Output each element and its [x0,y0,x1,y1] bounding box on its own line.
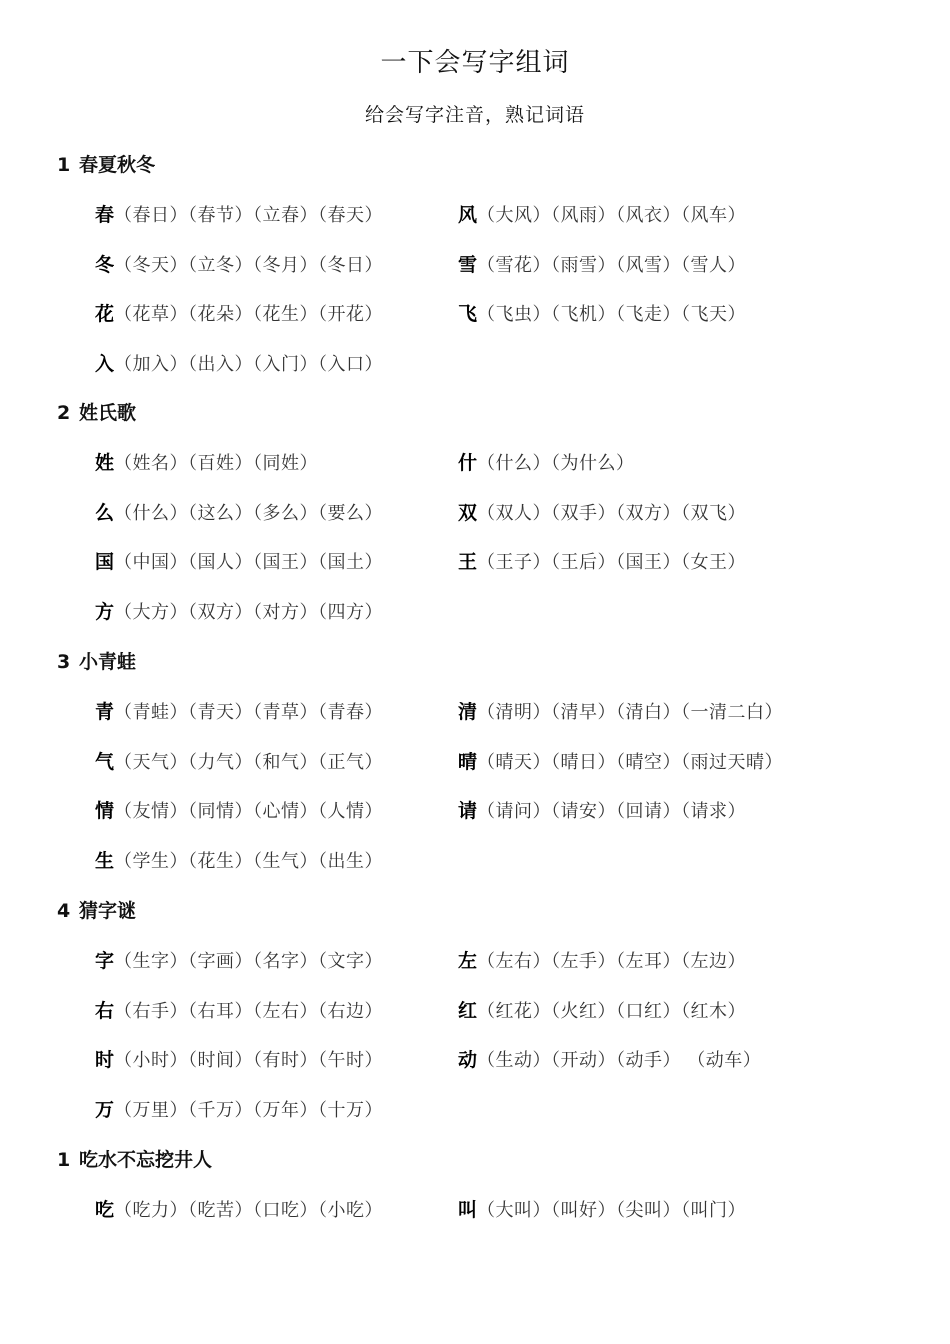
target-character: 叫 [458,1199,478,1221]
word-entry [95,697,383,727]
word-group: （飞虫）（飞机）（飞走）（飞天） [477,304,747,326]
word-group: （大风）（风雨）（风衣）（风车） [477,205,747,226]
word-entry [458,498,746,528]
word-row [0,597,950,627]
word-row [0,448,950,478]
word-entry [458,448,635,478]
word-entry [458,200,746,230]
word-group: （什么）（这么）（多么）（要么） [114,502,384,524]
section-number: 1 [57,1149,71,1171]
word-row [0,996,950,1026]
word-entry [458,996,746,1026]
word-entry [95,846,383,876]
word-entry [458,299,746,329]
target-character: 清 [458,701,478,723]
word-group: （大方）（双方）（对方）（四方） [114,602,384,624]
word-entry [458,250,746,280]
word-entry [95,299,383,329]
target-character: 双 [458,501,478,524]
word-group: （姓名）（百姓）（同姓） [114,453,319,474]
word-group: （右手）（右耳）（左右）（右边） [114,1000,384,1022]
word-entry [458,946,746,976]
target-character: 王 [458,551,478,574]
word-group: （花草）（花朵）（花生）（开花） [114,304,384,326]
word-entry [95,1195,383,1225]
word-entry [458,697,783,727]
section-number: 4 [57,900,71,922]
target-character: 左 [458,950,478,972]
target-character: 情 [95,800,115,823]
section-heading [57,150,155,177]
word-group: （清明）（清早）（清白）（一清二白） [477,702,784,723]
word-row [0,547,950,577]
section-title: 姓氏歌 [79,402,137,424]
word-entry [95,1045,383,1075]
word-group: （雪花）（雨雪）（风雪）（雪人） [477,254,747,276]
target-character: 动 [458,1049,478,1072]
word-group: （王子）（王后）（国王）（女王） [477,552,747,574]
section-title: 春夏秋冬 [79,154,156,176]
target-character: 国 [95,551,115,574]
word-row [0,747,950,777]
word-group: （天气）（力气）（和气）（正气） [114,751,384,773]
word-group: （生字）（字画）（名字）（文字） [114,951,384,972]
word-entry [95,996,383,1026]
word-row [0,1045,950,1075]
word-group: （红花）（火红）（口红）（红木） [477,1000,747,1022]
word-group: （生动）（开动）（动手） （动车） [477,1050,762,1072]
word-entry [95,448,318,478]
section-title: 吃水不忘挖井人 [79,1149,213,1171]
word-group: （冬天）（立冬）（冬月）（冬日） [114,254,384,276]
target-character: 方 [95,601,115,624]
target-character: 春 [95,204,115,226]
target-character: 晴 [458,750,478,773]
target-character: 风 [458,204,478,226]
section-heading [57,896,136,923]
word-entry [95,547,383,577]
target-character: 么 [95,501,115,524]
target-character: 冬 [95,253,115,276]
section-number: 2 [57,402,71,424]
word-row [0,1095,950,1125]
section-number: 3 [57,651,71,673]
target-character: 姓 [95,452,115,474]
section-title: 猜字谜 [79,900,137,922]
word-group: （请问）（请安）（回请）（请求） [477,801,747,823]
word-row [0,349,950,379]
word-row [0,796,950,826]
page-subtitle: 给会写字注音，熟记词语 [364,104,585,126]
section-heading [57,647,136,674]
target-character: 什 [458,452,478,474]
word-row [0,697,950,727]
word-entry [95,250,383,280]
word-entry [95,1095,383,1125]
word-group: （小时）（时间）（有时）（午时） [114,1050,384,1072]
section-heading [57,398,136,425]
target-character: 气 [95,750,115,773]
word-row [0,1195,950,1225]
page-title: 一下会写字组词 [380,48,570,78]
word-entry [95,200,383,230]
target-character: 字 [95,950,115,972]
word-row [0,250,950,280]
word-entry [458,547,746,577]
word-group: （友情）（同情）（心情）（人情） [114,801,384,823]
word-group: （万里）（千万）（万年）（十万） [114,1100,384,1122]
word-group: （什么）（为什么） [477,453,635,474]
target-character: 红 [458,999,478,1022]
word-entry [95,946,383,976]
word-entry [458,1045,761,1075]
target-character: 入 [95,353,115,376]
section-number: 1 [57,154,71,176]
target-character: 飞 [458,303,478,326]
target-character: 生 [95,850,115,873]
target-character: 时 [95,1049,115,1072]
section-heading [57,1145,212,1172]
word-entry [95,498,383,528]
word-row [0,946,950,976]
word-group: （加入）（出入）（入门）（入口） [114,354,384,376]
word-entry [95,597,383,627]
word-group: （春日）（春节）（立春）（春天） [114,205,384,226]
target-character: 万 [95,1099,115,1122]
target-character: 请 [458,800,478,823]
word-entry [458,1195,746,1225]
target-character: 吃 [95,1199,115,1221]
word-row [0,498,950,528]
word-group: （大叫）（叫好）（尖叫）（叫门） [477,1200,747,1221]
word-group: （青蛙）（青天）（青草）（青春） [114,702,384,723]
word-entry [95,796,383,826]
word-group: （吃力）（吃苦）（口吃）（小吃） [114,1200,384,1221]
word-entry [95,747,383,777]
word-group: （左右）（左手）（左耳）（左边） [477,951,747,972]
target-character: 右 [95,999,115,1022]
word-entry [95,349,383,379]
target-character: 花 [95,303,115,326]
word-entry [458,796,746,826]
word-entry [458,747,783,777]
word-row [0,299,950,329]
word-group: （晴天）（晴日）（晴空）（雨过天晴） [477,751,784,773]
section-title: 小青蛙 [79,651,137,673]
word-group: （学生）（花生）（生气）（出生） [114,851,384,873]
word-row [0,200,950,230]
word-group: （中国）（国人）（国王）（国土） [114,552,384,574]
word-group: （双人）（双手）（双方）（双飞） [477,502,747,524]
target-character: 雪 [458,253,478,276]
word-row [0,846,950,876]
target-character: 青 [95,701,115,723]
